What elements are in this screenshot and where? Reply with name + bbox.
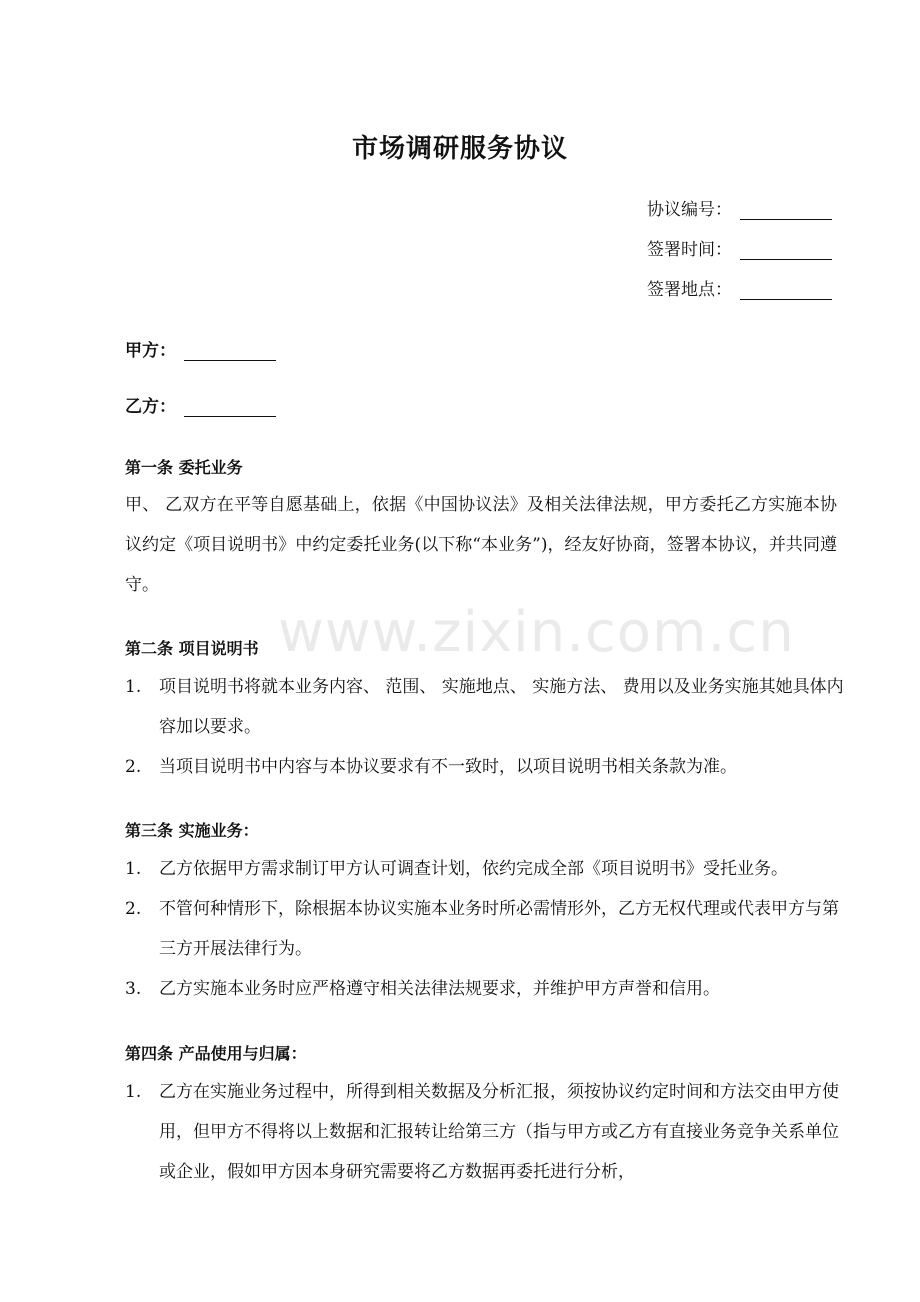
party-b-label: 乙方： xyxy=(125,397,176,417)
item-text: 当项目说明书中内容与本协议要求有不一致时，以项目说明书相关条款为准。 xyxy=(159,757,737,777)
party-a-label: 甲方： xyxy=(125,341,176,361)
signing-place-label: 签署地点： xyxy=(647,280,732,300)
section-2-item-1 xyxy=(125,667,845,747)
party-b-blank xyxy=(184,398,276,417)
item-text: 乙方实施本业务时应严格遵守相关法律法规要求，并维护甲方声誉和信用。 xyxy=(159,979,720,999)
section-3-item-3 xyxy=(125,969,845,1009)
signing-place-blank xyxy=(740,281,832,300)
party-a-blank xyxy=(184,342,276,361)
signing-date-blank xyxy=(740,241,832,260)
section-3-item-1 xyxy=(125,849,845,889)
item-number: 1. xyxy=(125,859,142,879)
section-3-item-2 xyxy=(125,889,845,969)
item-text: 乙方依据甲方需求制订甲方认可调查计划，依约完成全部《项目说明书》受托业务。 xyxy=(159,859,788,879)
section-1-heading: 第一条 委托业务 xyxy=(125,458,243,477)
section-3-heading: 第三条 实施业务： xyxy=(125,821,259,840)
party-b-field xyxy=(125,392,276,417)
item-number: 2. xyxy=(125,757,142,777)
section-2-heading: 第二条 项目说明书 xyxy=(125,639,259,658)
item-number: 3. xyxy=(125,979,142,999)
party-a-field xyxy=(125,336,276,361)
item-number: 1. xyxy=(125,1082,142,1102)
item-number: 2. xyxy=(125,899,142,919)
signing-date-label: 签署时间： xyxy=(647,240,732,260)
agreement-number-blank xyxy=(740,201,832,220)
section-2-item-2 xyxy=(125,747,845,787)
item-number: 1. xyxy=(125,677,142,697)
item-text: 不管何种情形下，除根据本协议实施本业务时所必需情形外，乙方无权代理或代表甲方与第三方开展法律行为。 xyxy=(159,899,839,959)
item-text: 乙方在实施业务过程中，所得到相关数据及分析汇报，须按协议约定时间和方法交由甲方使用，但甲方不得将以上数据和汇报转让给第三方（指与甲方或乙方有直接业务竞争关系单位或企业，假如甲方因本身研究需要将乙方数据再委托进行分析， xyxy=(159,1082,839,1182)
signing-place-field xyxy=(647,275,832,300)
section-1-paragraph: 甲、 乙双方在平等自愿基础上，依据《中国协议法》及相关法律法规，甲方委托乙方实施本协议约定《项目说明书》中约定委托业务(以下称“本业务”)，经友好协商，签署本协议，并共同遵守。 xyxy=(125,495,837,595)
page-title: 市场调研服务协议 xyxy=(351,134,568,164)
watermark: www.zixin.com.cn xyxy=(278,600,795,665)
section-4-heading: 第四条 产品使用与归属： xyxy=(125,1044,307,1063)
agreement-number-label: 协议编号： xyxy=(647,200,732,220)
item-text: 项目说明书将就本业务内容、 范围、 实施地点、 实施方法、 费用以及业务实施其她具体内容加以要求。 xyxy=(159,677,844,737)
section-4-item-1 xyxy=(125,1072,845,1192)
agreement-number-field xyxy=(647,195,832,220)
signing-date-field xyxy=(647,235,832,260)
